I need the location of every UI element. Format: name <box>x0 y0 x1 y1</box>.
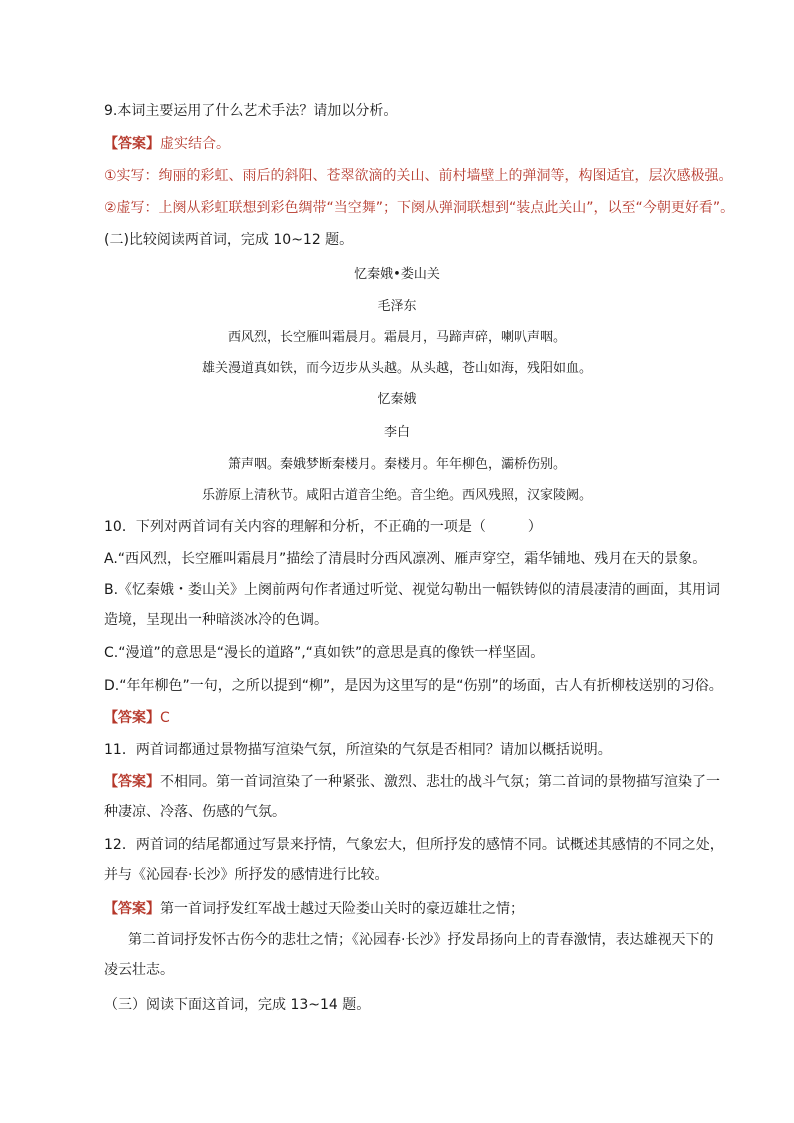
poem-2-author: 李白 <box>383 425 410 440</box>
q9-question: 9.本词主要运用了什么艺术手法？请加以分析。 <box>104 103 398 119</box>
q10-option-d: D.“年年柳色”一句，之所以提到“柳”，是因为这里写的是“伤别”的场面，古人有折柳枝送别的习俗。 <box>104 678 723 694</box>
poem-2-line-1: 箫声咽。秦娥梦断秦楼月。秦楼月。年年柳色，灞桥伤别。 <box>227 457 566 472</box>
q12-answer <box>104 899 724 919</box>
answer-text: C <box>160 710 170 726</box>
q11-question: 11．两首词都通过景物描写渲染气氛，所渲染的气氛是否相同？请加以概括说明。 <box>104 742 612 758</box>
q9-point-2: ②虚写：上阕从彩虹联想到彩色绸带“当空舞”；下阕从弹洞联想到“装点此关山”，以至“今朝更好看”。 <box>104 200 735 216</box>
poem-1-title: 忆秦娥•娄山关 <box>354 267 440 282</box>
answer-tag: 【答案】 <box>104 774 160 790</box>
section-3-heading: （三）阅读下面这首词，完成 13~14 题。 <box>104 997 371 1013</box>
q9-point-1: ①实写：绚丽的彩虹、雨后的斜阳、苍翠欲滴的关山、前村墙壁上的弹洞等，构图适宜，层次感极强。 <box>104 168 733 184</box>
section-2-heading: (二)比较阅读两首词，完成 10~12 题。 <box>104 232 354 248</box>
answer-text: 虚实结合。 <box>160 136 230 152</box>
poem-1-line-1: 西风烈，长空雁叫霜晨月。霜晨月，马蹄声碎，喇叭声咽。 <box>227 330 566 345</box>
answer-tag: 【答案】 <box>104 901 160 917</box>
q11-answer <box>104 767 724 827</box>
answer-text: 第一首词抒发红军战士越过天险娄山关时的豪迈雄壮之情； <box>160 901 524 917</box>
q10-question: 10．下列对两首词有关内容的理解和分析，不正确的一项是（ ） <box>104 519 542 535</box>
poem-1-author: 毛泽东 <box>377 299 417 314</box>
q10-option-c: C.“漫道”的意思是“漫长的道路”,“真如铁”的意思是真的像铁一样坚固。 <box>104 645 545 661</box>
poem-2-title: 忆秦娥 <box>377 392 417 407</box>
poem-1-line-2: 雄关漫道真如铁，而今迈步从头越。从头越，苍山如海，残阳如血。 <box>201 361 592 376</box>
poem-2-line-2: 乐游原上清秋节。咸阳古道音尘绝。音尘绝。西风残照，汉家陵阙。 <box>201 488 592 503</box>
answer-tag: 【答案】 <box>104 136 160 152</box>
answer-tag: 【答案】 <box>104 710 160 726</box>
q10-answer <box>104 708 724 728</box>
q10-option-a: A.“西风烈，长空雁叫霜晨月”描绘了清晨时分西风凛冽、雁声穿空，霜华铺地、残月在天的景象。 <box>104 551 707 567</box>
q9-answer <box>104 134 724 154</box>
answer-text: 不相同。第一首词渲染了一种紧张、激烈、悲壮的战斗气氛；第二首词的景物描写渲染了一种凄凉、冷落、伤感的气氛。 <box>104 774 720 820</box>
q12-answer-continued: 第二首词抒发怀古伤今的悲壮之情；《沁园春·长沙》抒发昂扬向上的青春激情，表达雄视天下的凌云壮志。 <box>104 932 714 978</box>
q12-question: 12．两首词的结尾都通过写景来抒情，气象宏大，但所抒发的感情不同。试概述其感情的不同之处，并与《沁园春·长沙》所抒发的感情进行比较。 <box>104 837 724 883</box>
q10-option-b: B.《忆秦娥・娄山关》上阕前两句作者通过听觉、视觉勾勒出一幅铁铸似的清晨凄清的画面，其用词造境，呈现出一种暗淡冰冷的色调。 <box>104 582 721 628</box>
